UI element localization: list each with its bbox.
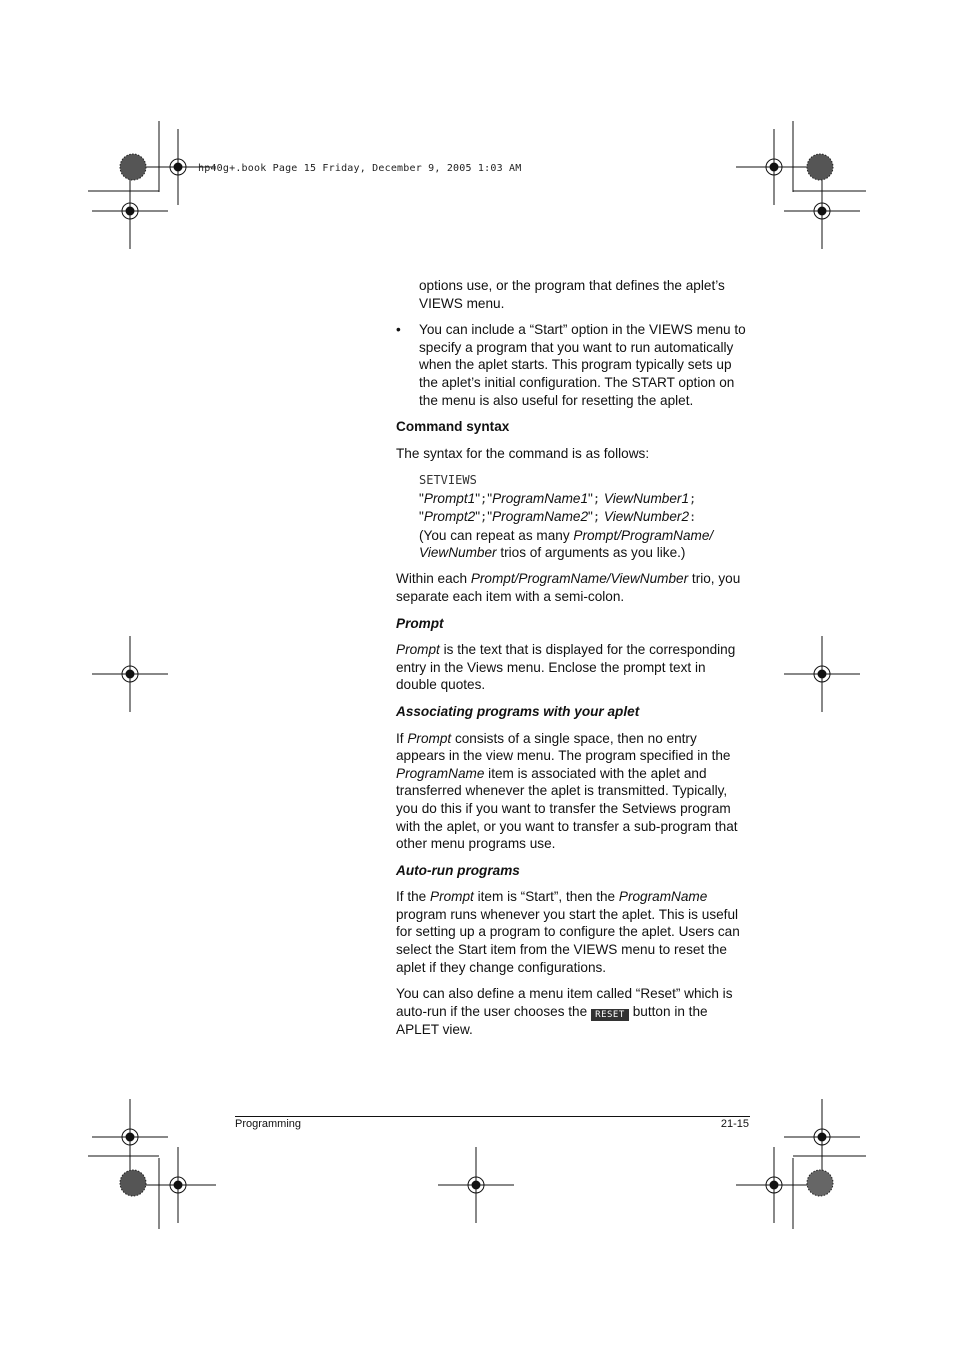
prompt-paragraph: Prompt is the text that is displayed for the corresponding entry in the Views menu. Enclose the prompt text in double quotes. [396,642,736,693]
book-file-header: hp40g+.book Page 15 Friday, December 9, 2005 1:03 AM [198,163,522,174]
bullet-marker: • [396,322,401,338]
reset-paragraph: You can also define a menu item called “Reset” which is auto-run if the user chooses the RESET button in the APLET view. [396,986,733,1037]
bullet-item [396,321,748,409]
footer-rule [235,1116,750,1117]
syntax-repeat-note: (You can repeat as many Prompt/ProgramName/ ViewNumber trios of arguments as you like.) [419,527,714,560]
syntax-command: SETVIEWS [419,473,477,488]
prompt-heading: Prompt [396,615,444,631]
intro-continuation: options use, or the program that defines the aplet’s VIEWS menu. [419,278,725,311]
reset-key-icon: RESET [591,1009,629,1021]
bullet-text: You can include a “Start” option in the VIEWS menu to specify a program that you want to run automatically when the aplet starts. This program typically sets up the aplet’s initial configuration. The START option on the menu is also useful for resetting the aplet. [419,322,746,408]
autorun-paragraph: If the Prompt item is “Start”, then the ProgramName program runs whenever you start the aplet. This is useful for setting up a program to configure the aplet. Users can select the Start item from the VIEWS menu to reset the aplet if they change configurations. [396,889,740,975]
syntax-line-1: "Prompt1";"ProgramName1"; ViewNumber1; [419,490,697,506]
syntax-intro: The syntax for the command is as follows: [396,445,650,461]
syntax-line-2: "Prompt2";"ProgramName2"; ViewNumber2: [419,509,697,525]
command-syntax-heading: Command syntax [396,419,510,435]
within-paragraph: Within each Prompt/ProgramName/ViewNumber trio, you separate each item with a semi-colon. [396,571,741,604]
associating-paragraph: If Prompt consists of a single space, then no entry appears in the view menu. The program specified in the ProgramName item is associated with the aplet and transferred whenever the aplet is transmitted. Typically, you do this if you want to transfer the Setviews program with the aplet, or you want to transfer a sub-program that other menu programs use. [396,730,738,852]
page-body [396,277,748,1047]
autorun-heading: Auto-run programs [396,862,520,878]
footer-section: Programming [235,1118,302,1130]
footer-page-number: 21-15 [720,1118,749,1130]
associating-heading: Associating programs with your aplet [396,703,640,719]
syntax-block [396,471,748,561]
